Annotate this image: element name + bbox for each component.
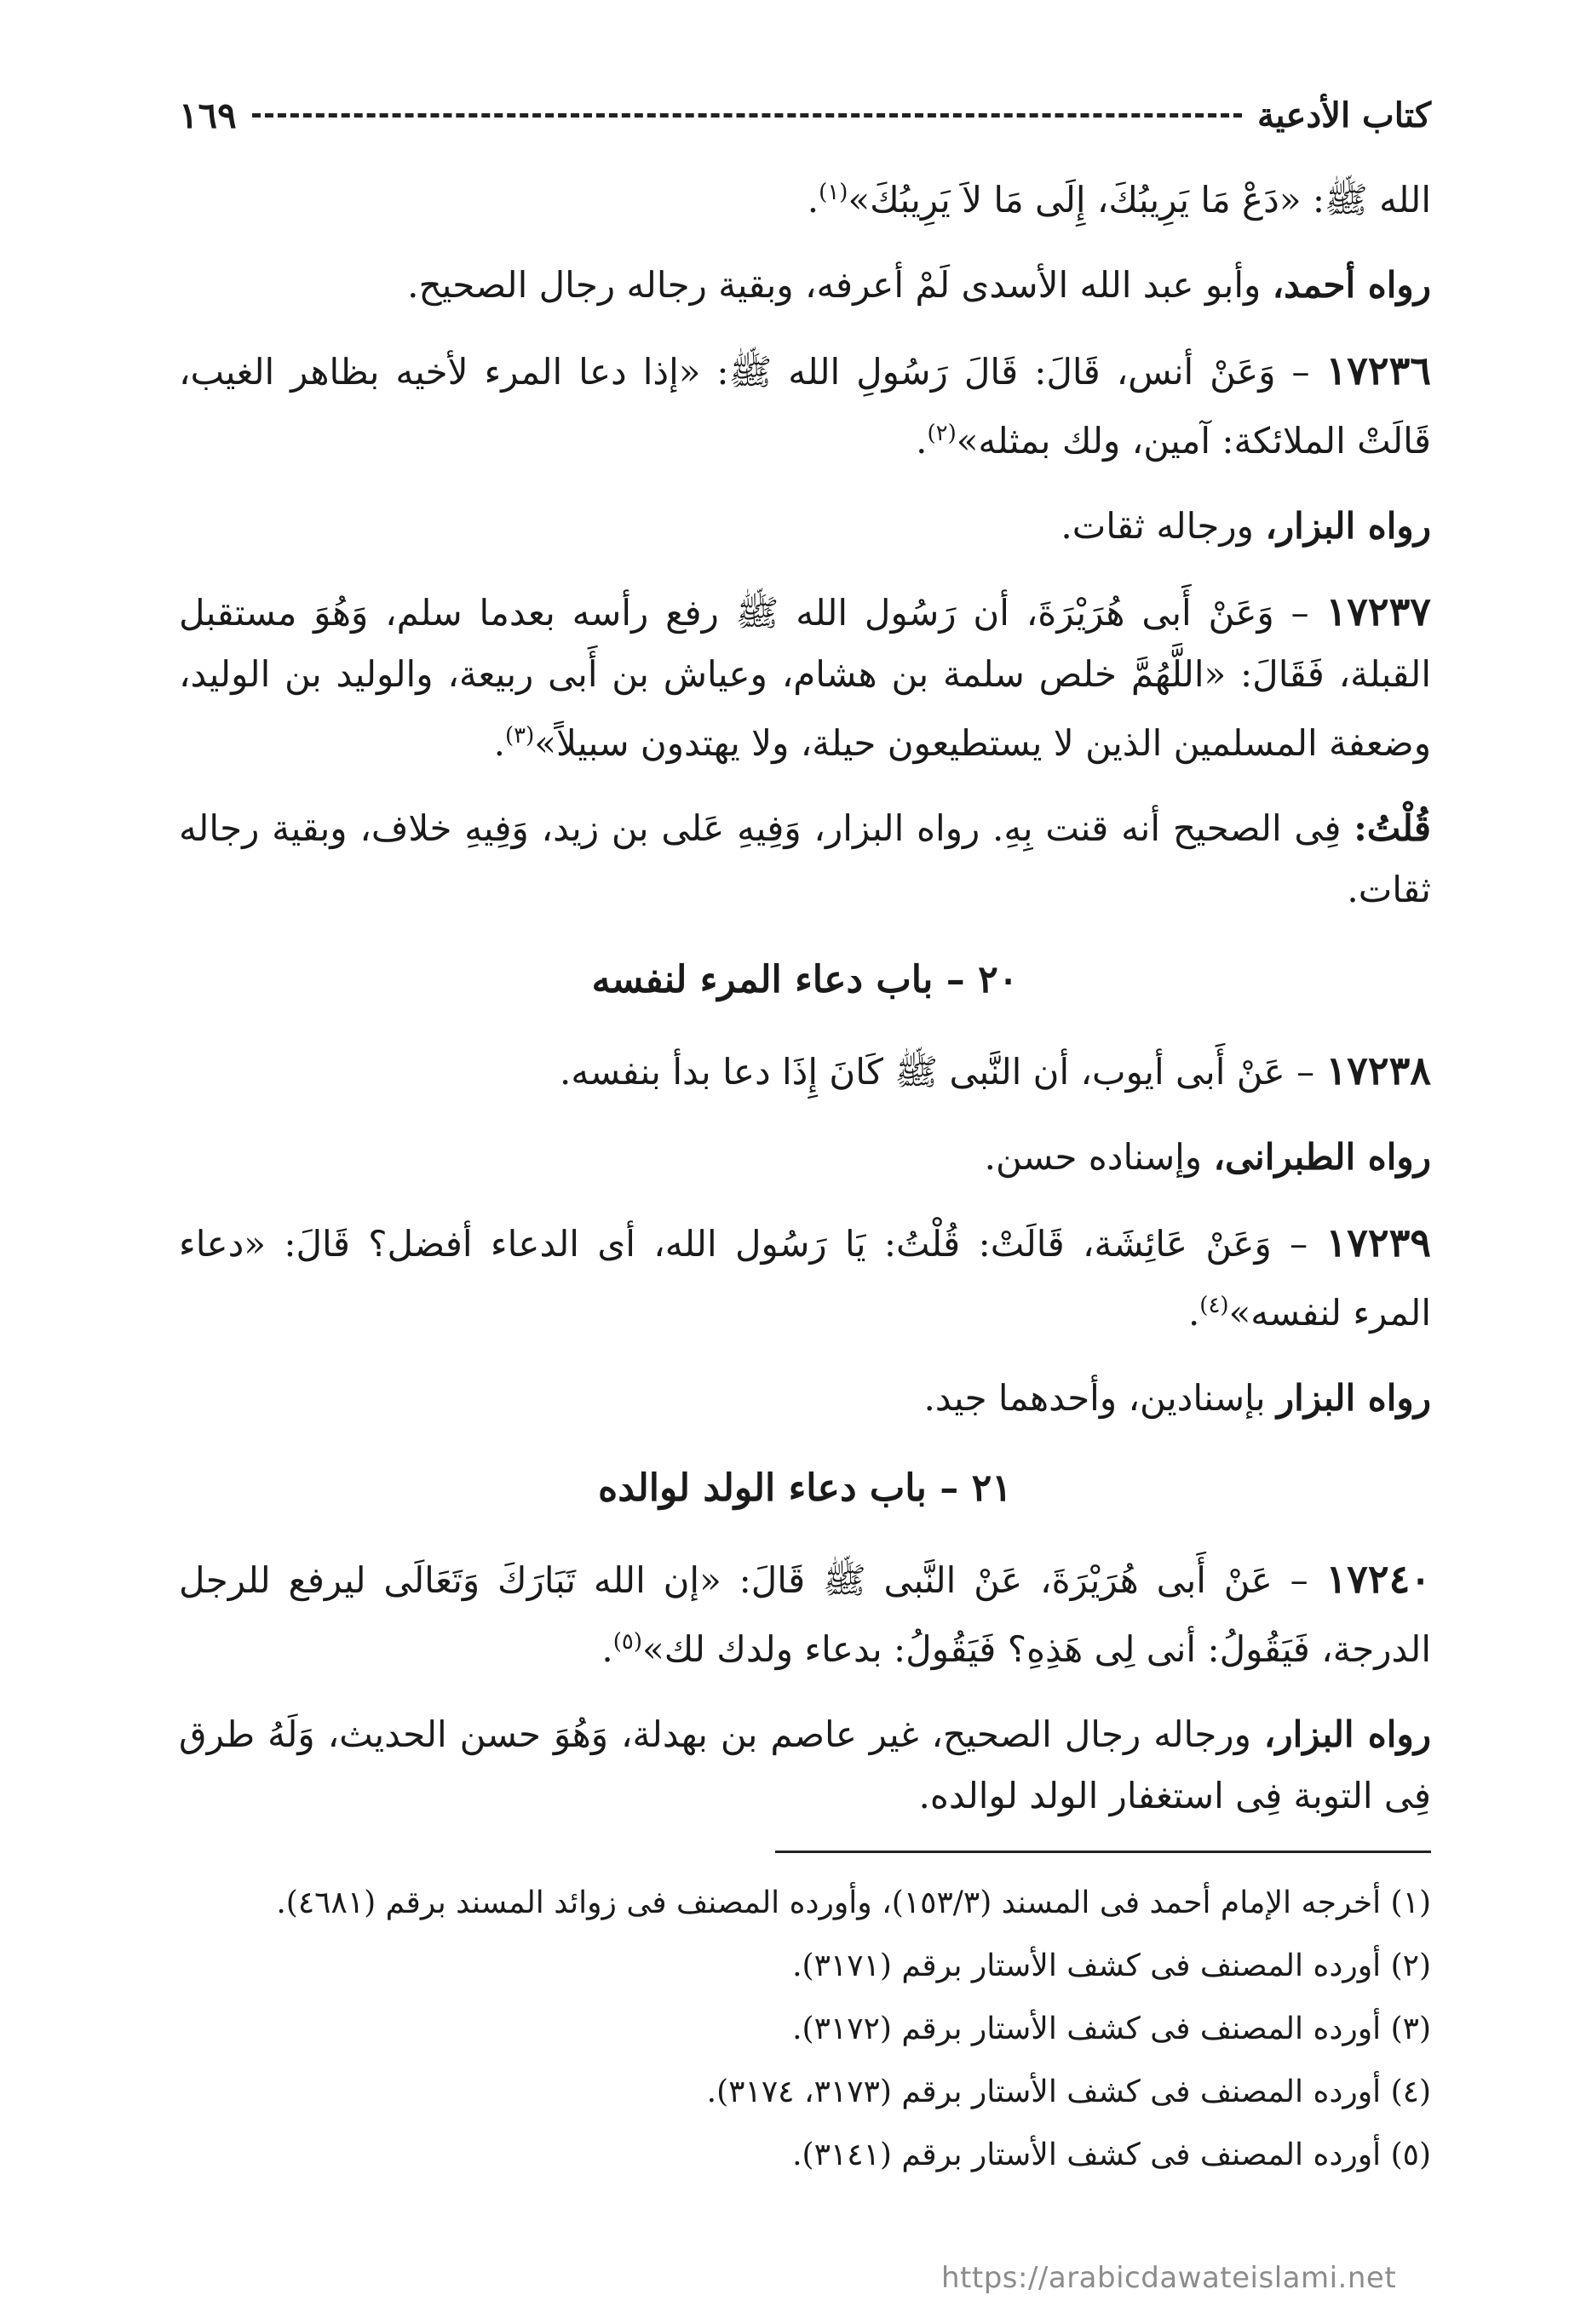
source-label: رواه البزار، [1263,1713,1432,1755]
source-label: رواه البزار، [1265,505,1431,547]
paragraph [179,1704,1431,1827]
hadith-number: ١٧٢٤٠ [1325,1556,1431,1602]
footnote-item: (١) أخرجه الإمام أحمد فى المسند (١٥٣/٣)، وأورده المصنف فى زوائد المسند برقم (٤٦٨١). [276,1885,1431,1920]
footnote-ref: (٢) [927,421,957,446]
footnotes [179,1872,1431,2187]
footnote-item: (٢) أورده المصنف فى كشف الأستار برقم (٣١٧١). [792,1948,1431,1983]
hadith-number: ١٧٢٣٨ [1325,1047,1431,1093]
punctuation: . [601,1628,613,1670]
footnote-ref: (٣) [504,723,535,749]
hadith-text: الله ﷺ: «دَعْ مَا يَرِيبُكَ، إِلَى مَا لاَ يَرِيبُكَ» [848,179,1431,221]
chapter-heading: ٢٠ – باب دعاء المرء لنفسه [591,958,1019,1001]
hadith-text: – وَعَنْ أَبى هُرَيْرَةَ، أن رَسُول الله ﷺ رفع رأسه بعدما سلم، وَهُوَ مستقبل القبلة، فَقَالَ: «اللَّهُمَّ خلص سلمة بن هشام، وعياش بن أَبى ربيعة، والوليد بن الوليد، وضعفة المسلمين الذين لا يستطيعون حيلة، ولا يهتدون سبيلاً» [179,592,1431,764]
punctuation: . [807,179,819,221]
source-label: رواه الطبرانى، [1213,1136,1431,1178]
paragraph [179,255,1431,316]
hadith-text: – وَعَنْ عَائِشَة، قَالَتْ: قُلْتُ: يَا رَسُول الله، أى الدعاء أفضل؟ قَالَ: «دعاء المرء لنفسه» [179,1223,1431,1334]
paragraph [179,496,1431,557]
hadith-entry [179,340,1431,472]
footnote-ref: (٥) [612,1629,642,1655]
hadith-text: – عَنْ أَبى أيوب، أن النَّبى ﷺ كَانَ إِذَا دعا بدأ بنفسه. [560,1051,1326,1093]
source-label: رواه أحمد، [1272,264,1431,306]
source-label: قُلْتُ: [1354,807,1431,849]
footnote-ref: (٤) [1199,1293,1229,1318]
hadith-entry [179,1212,1431,1344]
running-header [179,85,1431,145]
footnote-item: (٥) أورده المصنف فى كشف الأستار برقم (٣١٤١). [792,2138,1431,2172]
hadith-number: ١٧٢٣٧ [1325,588,1431,634]
hadith-entry [179,1548,1431,1680]
commentary-text: وإسناده حسن. [984,1136,1214,1178]
chapter-heading: ٢١ – باب دعاء الولد لوالده [598,1466,1012,1510]
header-rule [252,113,1242,118]
paragraph [179,1368,1431,1429]
commentary-text: فِى الصحيح أنه قنت بِهِ. رواه البزار، وَفِيهِ عَلى بن زيد، وَفِيهِ خلاف، وبقية رجاله ثقات. [179,807,1431,910]
hadith-entry [179,1040,1431,1103]
paragraph [179,1127,1431,1188]
commentary-text: وأبو عبد الله الأسدى لَمْ أعرفه، وبقية رجاله رجال الصحيح. [407,264,1273,306]
page-number: ١٦٩ [179,94,237,136]
commentary-text: ورجاله ثقات. [1061,505,1266,547]
footnote-separator [775,1851,1431,1853]
footnote-item: (٣) أورده المصنف فى كشف الأستار برقم (٣١٧٢). [792,2011,1431,2046]
source-label: رواه البزار [1276,1377,1431,1419]
punctuation: . [916,420,928,462]
book-page [179,85,1431,2187]
paragraph [179,162,1431,231]
hadith-text: – عَنْ أَبى هُرَيْرَةَ، عَنْ النَّبى ﷺ قَالَ: «إن الله تَبَارَكَ وَتَعَالَى ليرفع للرجل الدرجة، فَيَقُولُ: أنى لِى هَذِهِ؟ فَيَقُولُ: بدعاء ولدك لك» [179,1559,1431,1670]
hadith-number: ١٧٢٣٩ [1325,1219,1431,1265]
punctuation: . [1187,1292,1200,1334]
paragraph [179,798,1431,921]
footnote-ref: (١) [819,180,848,205]
book-title: كتاب الأدعية [1256,95,1431,135]
hadith-entry [179,581,1431,774]
hadith-text: – وَعَنْ أنس، قَالَ: قَالَ رَسُولِ الله ﷺ: «إذا دعا المرء لأخيه بظاهر الغيب، قَالَتْ الملائكة: آمين، ولك بمثله» [179,351,1431,462]
footnote-item: (٤) أورده المصنف فى كشف الأستار برقم (٣١٧٣، ٣١٧٤). [706,2074,1431,2109]
hadith-number: ١٧٢٣٦ [1325,347,1431,393]
commentary-text: بإسنادين، وأحدهما جيد. [923,1377,1277,1419]
commentary-text: ورجاله رجال الصحيح، غير عاصم بن بهدلة، وَهُوَ حسن الحديث، وَلَهُ طرق فِى التوبة فِى استغفار الولد لوالده. [179,1713,1431,1816]
punctuation: . [493,722,505,764]
watermark: https://arabicdawateislami.net [941,2261,1397,2295]
